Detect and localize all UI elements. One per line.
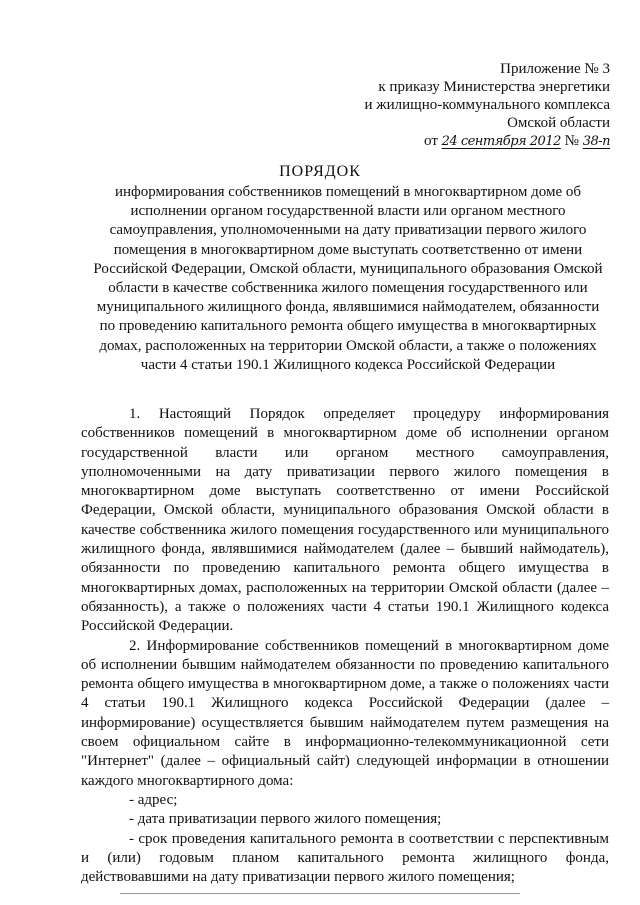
document-body bbox=[81, 405, 609, 887]
document-subtitle: информирования собственников помещений в многоквартирном доме об исполнении органом государственной власти или органом местного самоуправления, уполномоченными на дату приватизации первого жилого помещения в многоквартирном доме выступать соответственно от имени Российской Федерации, Омской области, муниципального образования Омской области в качестве собственника жилого помещения государственного или муниципального жилищного фонда, являвшимися наймодателем, обязанности по проведению капитального ремонта общего имущества в многоквартирных домах, расположенных на территории Омской области, а также о положениях части 4 статьи 190.1 Жилищного кодекса Российской Федерации bbox=[93, 184, 603, 373]
paragraph: 1. Настоящий Порядок определяет процедуру информирования собственников помещений в многоквартирном доме об исполнении органом государственной власти или органом местного самоуправления, уполномоченными на дату приватизации первого жилого помещения в многоквартирном доме выступать соответственно от имени Российской Федерации, Омской области, муниципального образования Омской области в качестве собственника жилого помещения государственного или муниципального жилищного фонда, являвшимися наймодателем (далее – бывший наймодатель), обязанности по проведению капитального ремонта общего имущества в многоквартирных домах, расположенных на территории Омской области (далее – обязанность), а также о положениях части 4 статьи 190.1 Жилищного кодекса Российской Федерации. bbox=[81, 406, 609, 635]
number-sign: № bbox=[564, 133, 579, 149]
appendix-line: и жилищно-коммунального комплекса bbox=[364, 97, 610, 113]
appendix-line: к приказу Министерства энергетики bbox=[378, 79, 610, 95]
appendix-line: Омской области bbox=[507, 115, 610, 131]
paragraph: 2. Информирование собственников помещений в многоквартирном доме об исполнении бывшим наймодателем обязанности по проведению капитального ремонта общего имущества в многоквартирном доме, а также о положениях части 4 статьи 190.1 Жилищного кодекса Российской Федерации (далее – информирование) осуществляется бывшим наймодателем путем размещения на своем официальном сайте в информационно-телекоммуникационной сети "Интернет" (далее – официальный сайт) следующей информации в отношении каждого многоквартирного дома: bbox=[81, 637, 609, 789]
appendix-line: Приложение № 3 bbox=[500, 61, 610, 77]
handwritten-date: 24 сентября 2012 bbox=[441, 134, 561, 149]
appendix-header bbox=[365, 60, 611, 132]
list-item: - дата приватизации первого жилого помещения; bbox=[129, 811, 442, 828]
handwritten-number: 38-п bbox=[582, 134, 610, 149]
document-title: ПОРЯДОК bbox=[279, 163, 361, 180]
order-date-line bbox=[424, 133, 610, 150]
list-item: - срок проведения капитального ремонта в соответствии с перспективным и (или) годовым планом капитального ремонта жилищного фонда, действовавшими на дату приватизации первого жилого помещения; bbox=[81, 830, 609, 886]
date-prefix: от bbox=[424, 133, 438, 149]
list-item: - адрес; bbox=[129, 791, 178, 808]
page-bottom-rule bbox=[120, 893, 520, 894]
